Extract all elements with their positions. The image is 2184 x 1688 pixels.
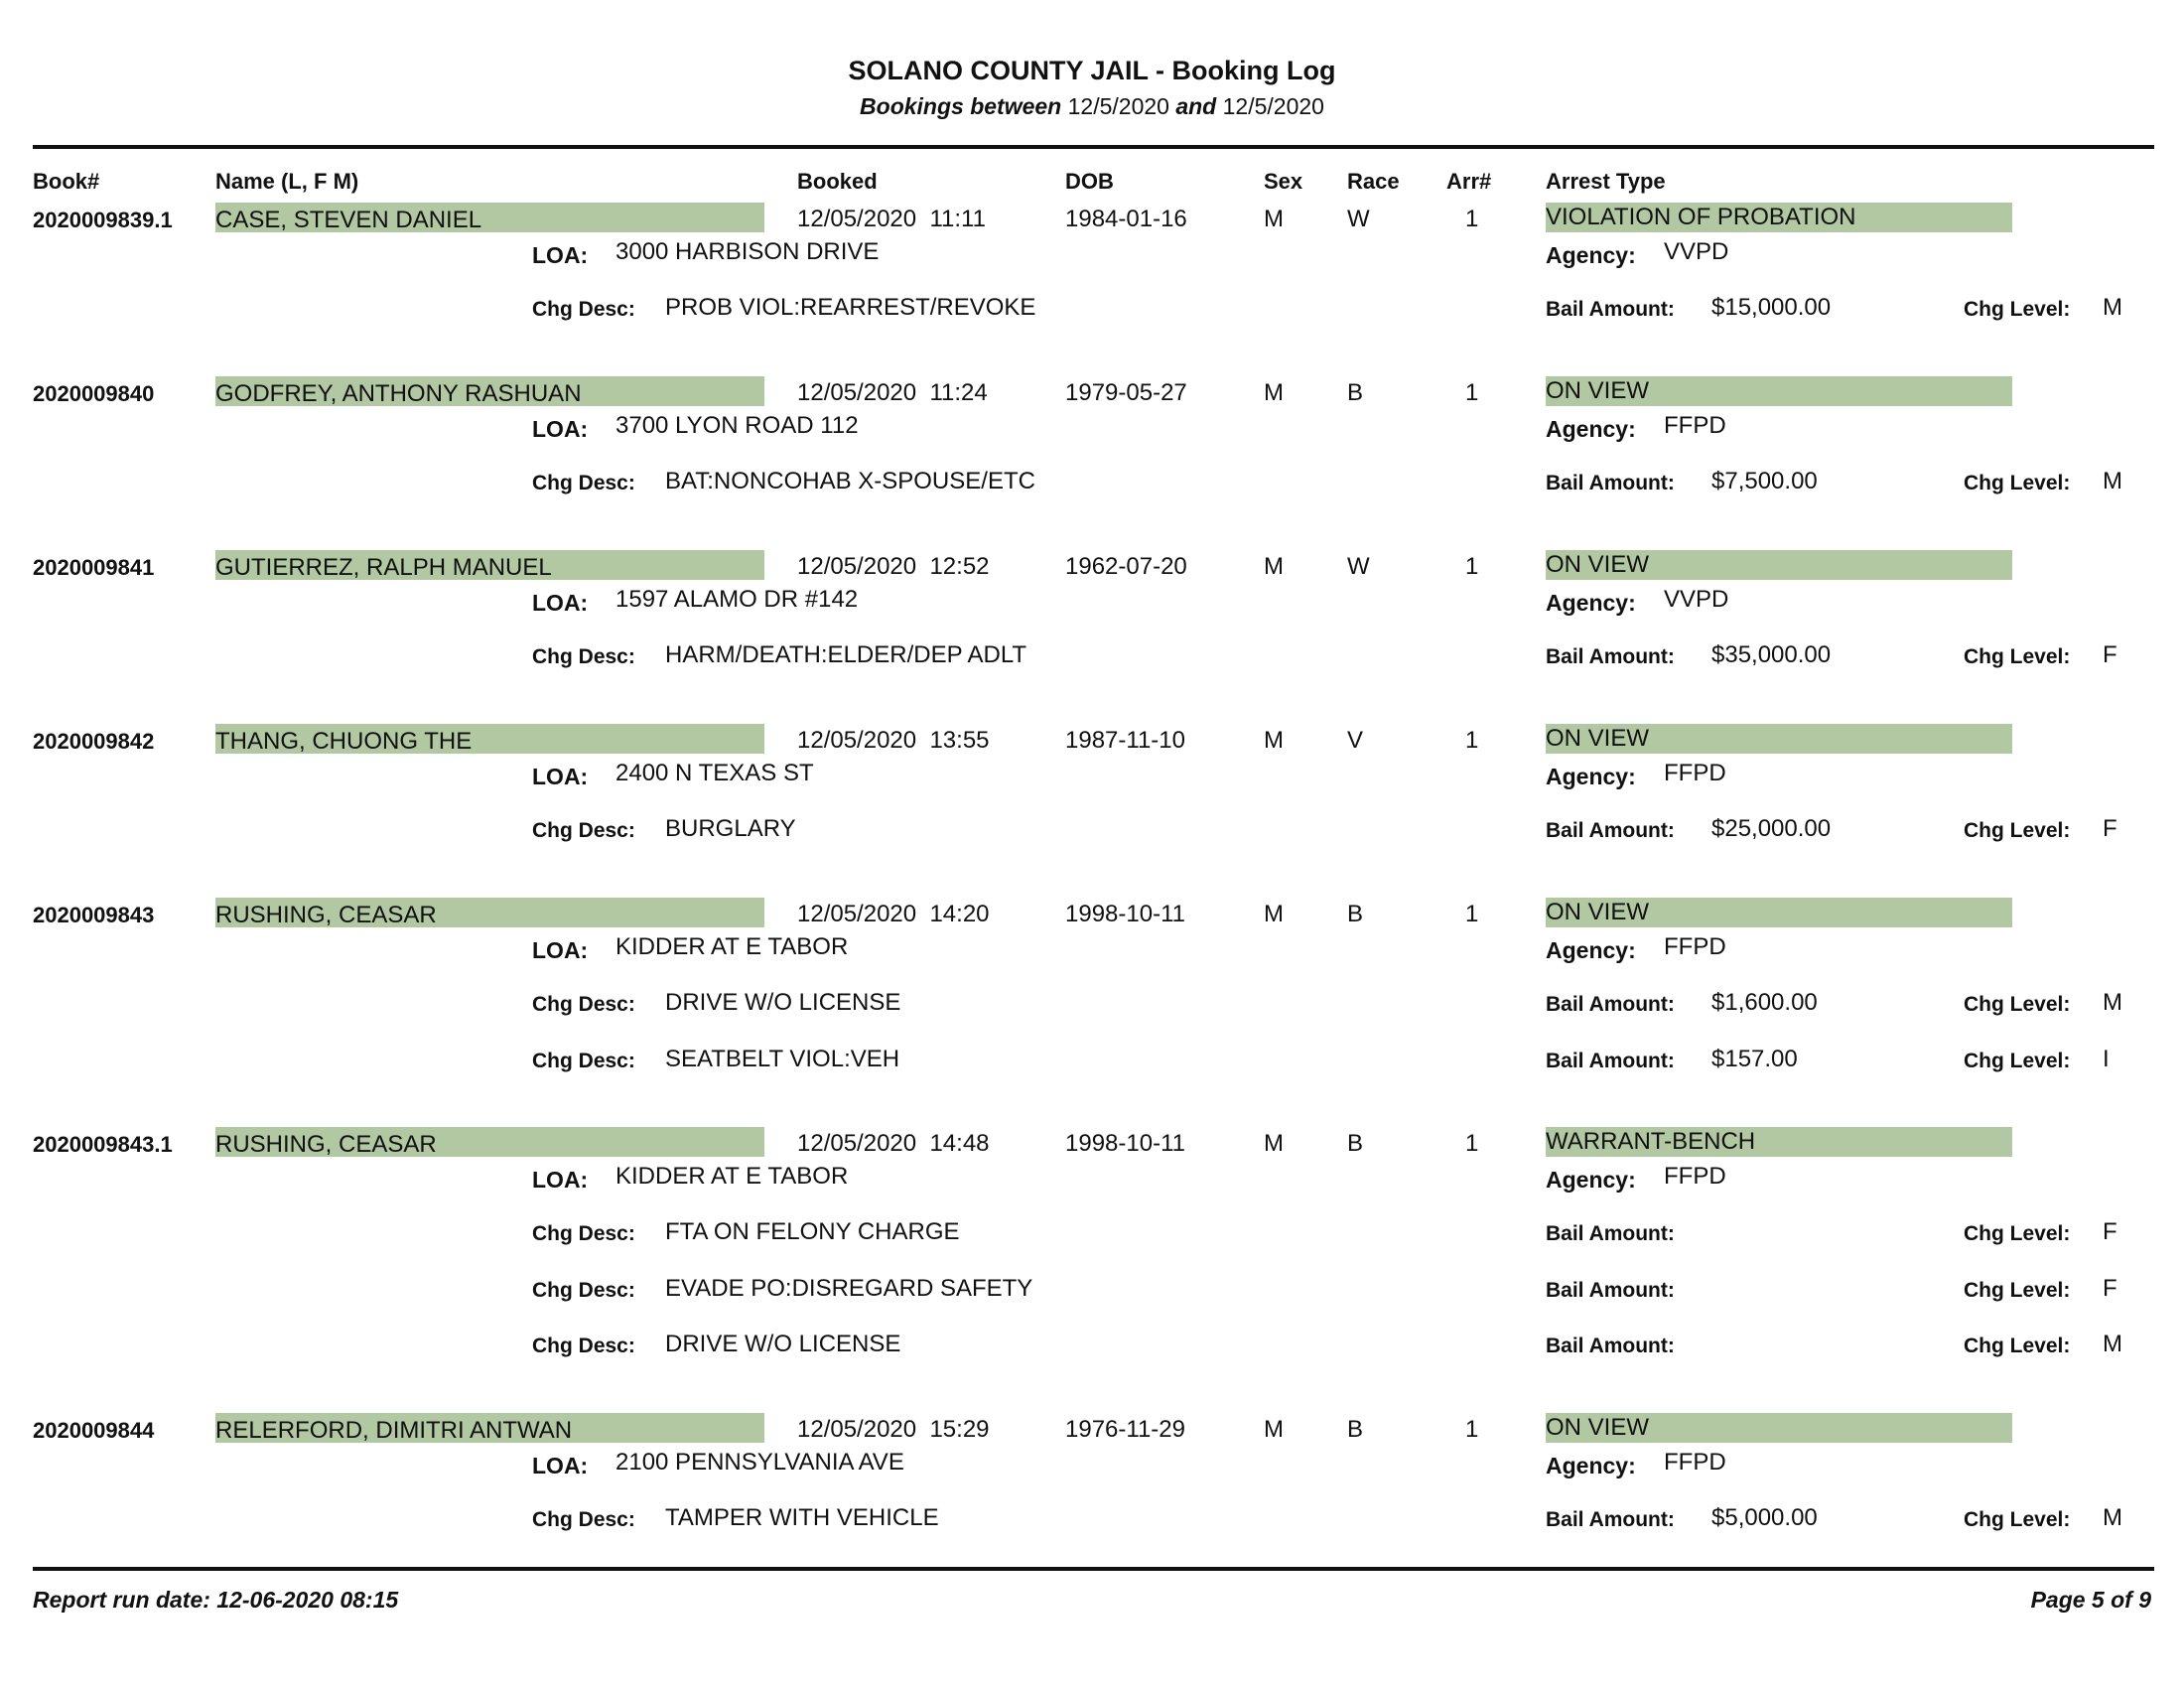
date-of-birth: 1984-01-16 (1065, 206, 1187, 232)
race: V (1347, 727, 1364, 754)
date-of-birth: 1998-10-11 (1065, 1130, 1185, 1157)
race: B (1347, 901, 1364, 927)
book-number: 2020009840 (33, 381, 155, 406)
loa-value: KIDDER AT E TABOR (615, 1163, 849, 1190)
chg-desc-label: Chg Desc: (532, 993, 635, 1016)
agency-value: FFPD (1664, 760, 1726, 786)
bail-amount-label: Bail Amount: (1546, 1222, 1675, 1245)
chg-level-label: Chg Level: (1964, 1508, 2071, 1531)
bail-amount-label: Bail Amount: (1546, 298, 1675, 321)
charge-description: PROB VIOL:REARREST/REVOKE (665, 294, 1036, 321)
bail-amount-label: Bail Amount: (1546, 993, 1675, 1016)
loa-label: LOA: (532, 1453, 589, 1478)
agency-label: Agency: (1546, 764, 1636, 789)
race: B (1347, 1416, 1364, 1443)
charge-description: BAT:NONCOHAB X-SPOUSE/ETC (665, 468, 1035, 494)
bail-amount-label: Bail Amount: (1546, 1508, 1675, 1531)
loa-label: LOA: (532, 242, 589, 268)
booked-datetime: 12/05/2020 14:48 (797, 1130, 990, 1157)
book-number: 2020009843 (33, 903, 155, 927)
arrest-number: 1 (1465, 901, 1479, 927)
arrest-type: ON VIEW (1546, 724, 2012, 754)
sex: M (1264, 1416, 1284, 1443)
agency-value: FFPD (1664, 933, 1726, 960)
arrest-type: ON VIEW (1546, 1413, 2012, 1443)
loa-label: LOA: (532, 937, 589, 963)
date-of-birth: 1987-11-10 (1065, 727, 1185, 754)
subtitle-prefix: Bookings between (860, 93, 1062, 119)
chg-desc-label: Chg Desc: (532, 472, 635, 494)
charge-level: M (2103, 1504, 2122, 1531)
arrest-number: 1 (1465, 1130, 1479, 1157)
arrest-number: 1 (1465, 206, 1479, 232)
booked-datetime: 12/05/2020 12:52 (797, 553, 990, 580)
inmate-name: GUTIERREZ, RALPH MANUEL (215, 550, 764, 580)
charge-description: BURGLARY (665, 815, 796, 842)
inmate-name: THANG, CHUONG THE (215, 724, 764, 754)
sex: M (1264, 1130, 1284, 1157)
date-of-birth: 1962-07-20 (1065, 553, 1187, 580)
race: B (1347, 1130, 1364, 1157)
subtitle-and: and (1175, 93, 1217, 119)
chg-desc-label: Chg Desc: (532, 1335, 635, 1357)
charge-description: EVADE PO:DISREGARD SAFETY (665, 1275, 1033, 1302)
charge-level: F (2103, 641, 2117, 668)
bail-amount: $35,000.00 (1711, 641, 1832, 668)
agency-label: Agency: (1546, 590, 1636, 616)
charge-level: F (2103, 815, 2117, 842)
bail-amount-label: Bail Amount: (1546, 1279, 1675, 1302)
loa-value: 1597 ALAMO DR #142 (615, 586, 859, 613)
charge-level: F (2103, 1218, 2117, 1245)
loa-label: LOA: (532, 1167, 589, 1193)
footer-rule (33, 1567, 2154, 1571)
chg-desc-label: Chg Desc: (532, 298, 635, 321)
bail-amount-label: Bail Amount: (1546, 645, 1675, 668)
chg-desc-label: Chg Desc: (532, 819, 635, 842)
bail-amount: $157.00 (1711, 1046, 1798, 1072)
book-number: 2020009844 (33, 1418, 155, 1443)
race: W (1347, 553, 1370, 580)
report-subtitle (0, 93, 2184, 120)
agency-value: VVPD (1664, 586, 1729, 613)
bail-amount-label: Bail Amount: (1546, 472, 1675, 494)
inmate-name: CASE, STEVEN DANIEL (215, 203, 764, 232)
column-header-race: Race (1347, 169, 1400, 194)
arrest-type: ON VIEW (1546, 550, 2012, 580)
charge-description: HARM/DEATH:ELDER/DEP ADLT (665, 641, 1027, 668)
arrest-number: 1 (1465, 1416, 1479, 1443)
loa-value: 3700 LYON ROAD 112 (615, 412, 859, 439)
charge-level: F (2103, 1275, 2117, 1302)
inmate-name: RELERFORD, DIMITRI ANTWAN (215, 1413, 764, 1443)
sex: M (1264, 206, 1284, 232)
chg-desc-label: Chg Desc: (532, 1508, 635, 1531)
booked-datetime: 12/05/2020 14:20 (797, 901, 990, 927)
loa-value: 2400 N TEXAS ST (615, 760, 814, 786)
agency-label: Agency: (1546, 416, 1636, 442)
bail-amount: $1,600.00 (1711, 989, 1818, 1016)
bail-amount-label: Bail Amount: (1546, 1335, 1675, 1357)
charge-level: M (2103, 989, 2122, 1016)
loa-label: LOA: (532, 416, 589, 442)
charge-description: DRIVE W/O LICENSE (665, 989, 901, 1016)
arrest-type: VIOLATION OF PROBATION (1546, 203, 2012, 232)
booked-datetime: 12/05/2020 11:24 (797, 379, 988, 406)
chg-level-label: Chg Level: (1964, 298, 2071, 321)
page-number: Page 5 of 9 (2030, 1587, 2151, 1613)
booked-datetime: 12/05/2020 15:29 (797, 1416, 990, 1443)
chg-desc-label: Chg Desc: (532, 645, 635, 668)
agency-label: Agency: (1546, 242, 1636, 268)
charge-level: I (2103, 1046, 2110, 1072)
chg-level-label: Chg Level: (1964, 819, 2071, 842)
agency-value: VVPD (1664, 238, 1729, 265)
chg-level-label: Chg Level: (1964, 645, 2071, 668)
agency-value: FFPD (1664, 1163, 1726, 1190)
bail-amount: $25,000.00 (1711, 815, 1832, 842)
column-header-dob: DOB (1065, 169, 1114, 194)
loa-value: 2100 PENNSYLVANIA AVE (615, 1449, 904, 1476)
start-date: 12/5/2020 (1067, 93, 1169, 119)
chg-desc-label: Chg Desc: (532, 1050, 635, 1072)
charge-description: SEATBELT VIOL:VEH (665, 1046, 900, 1072)
agency-value: FFPD (1664, 412, 1726, 439)
sex: M (1264, 901, 1284, 927)
chg-desc-label: Chg Desc: (532, 1279, 635, 1302)
booked-datetime: 12/05/2020 13:55 (797, 727, 990, 754)
bail-amount-label: Bail Amount: (1546, 819, 1675, 842)
chg-level-label: Chg Level: (1964, 1335, 2071, 1357)
date-of-birth: 1998-10-11 (1065, 901, 1185, 927)
bail-amount: $15,000.00 (1711, 294, 1832, 321)
race: W (1347, 206, 1370, 232)
sex: M (1264, 379, 1284, 406)
agency-label: Agency: (1546, 1167, 1636, 1193)
charge-description: TAMPER WITH VEHICLE (665, 1504, 939, 1531)
agency-label: Agency: (1546, 937, 1636, 963)
book-number: 2020009843.1 (33, 1132, 173, 1157)
bail-amount: $7,500.00 (1711, 468, 1818, 494)
charge-level: M (2103, 294, 2122, 321)
book-number: 2020009839.1 (33, 208, 173, 232)
sex: M (1264, 727, 1284, 754)
charge-level: M (2103, 1331, 2122, 1357)
column-header-sex: Sex (1264, 169, 1303, 194)
date-of-birth: 1979-05-27 (1065, 379, 1187, 406)
end-date: 12/5/2020 (1222, 93, 1324, 119)
charge-level: M (2103, 468, 2122, 494)
bail-amount: $5,000.00 (1711, 1504, 1818, 1531)
race: B (1347, 379, 1364, 406)
booked-datetime: 12/05/2020 11:11 (797, 206, 986, 232)
chg-level-label: Chg Level: (1964, 472, 2071, 494)
inmate-name: RUSHING, CEASAR (215, 1127, 764, 1157)
chg-level-label: Chg Level: (1964, 1279, 2071, 1302)
arrest-number: 1 (1465, 379, 1479, 406)
arrest-type: ON VIEW (1546, 376, 2012, 406)
loa-label: LOA: (532, 590, 589, 616)
book-number: 2020009841 (33, 555, 155, 580)
agency-label: Agency: (1546, 1453, 1636, 1478)
header-rule (33, 145, 2154, 149)
loa-value: KIDDER AT E TABOR (615, 933, 849, 960)
arrest-type: ON VIEW (1546, 898, 2012, 927)
date-of-birth: 1976-11-29 (1065, 1416, 1185, 1443)
column-header-arrest-type: Arrest Type (1546, 169, 1666, 194)
inmate-name: GODFREY, ANTHONY RASHUAN (215, 376, 764, 406)
charge-description: DRIVE W/O LICENSE (665, 1331, 901, 1357)
chg-level-label: Chg Level: (1964, 1050, 2071, 1072)
loa-value: 3000 HARBISON DRIVE (615, 238, 880, 265)
column-header-book: Book# (33, 169, 100, 194)
arrest-type: WARRANT-BENCH (1546, 1127, 2012, 1157)
loa-label: LOA: (532, 764, 589, 789)
arrest-number: 1 (1465, 553, 1479, 580)
inmate-name: RUSHING, CEASAR (215, 898, 764, 927)
report-run-date: Report run date: 12-06-2020 08:15 (33, 1587, 399, 1613)
agency-value: FFPD (1664, 1449, 1726, 1476)
arrest-number: 1 (1465, 727, 1479, 754)
column-header-name: Name (L, F M) (215, 169, 359, 194)
column-header-booked: Booked (797, 169, 878, 194)
bail-amount-label: Bail Amount: (1546, 1050, 1675, 1072)
chg-level-label: Chg Level: (1964, 1222, 2071, 1245)
book-number: 2020009842 (33, 729, 155, 754)
column-header-arr: Arr# (1446, 169, 1492, 194)
sex: M (1264, 553, 1284, 580)
report-title: SOLANO COUNTY JAIL - Booking Log (848, 56, 1336, 85)
charge-description: FTA ON FELONY CHARGE (665, 1218, 960, 1245)
chg-level-label: Chg Level: (1964, 993, 2071, 1016)
chg-desc-label: Chg Desc: (532, 1222, 635, 1245)
